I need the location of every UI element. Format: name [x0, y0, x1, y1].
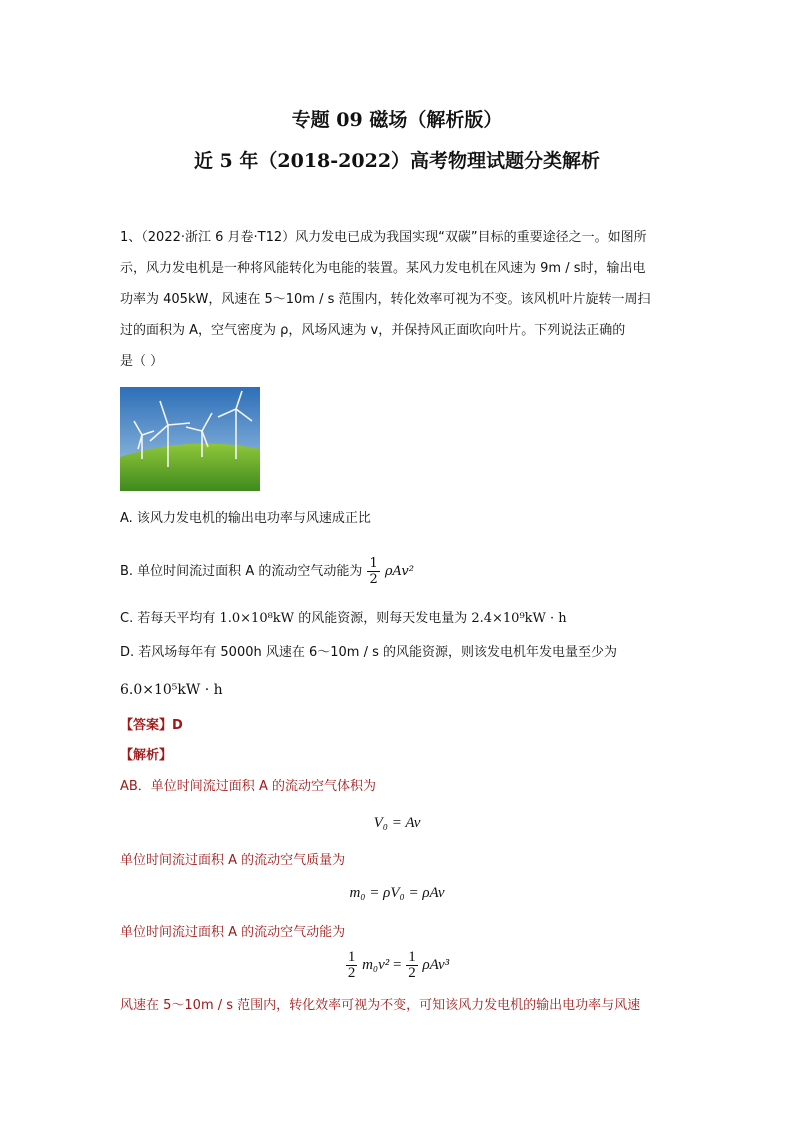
question-stem-line-4: 过的面积为 A，空气密度为 ρ，风场风速为 v，并保持风正面吹向叶片。下列说法正确的 [120, 323, 626, 338]
option-b-fraction [367, 556, 379, 587]
option-c-prefix: C. 若每天平均有 [120, 611, 216, 626]
option-c-mid: 的风能资源，则每天发电量为 [298, 611, 468, 626]
equation-3-right-den: 2 [408, 965, 416, 981]
option-d-line-2: 6.0×10⁵kW · h [120, 682, 223, 698]
equation-2: m₀ = ρV₀ = ρAv [349, 885, 445, 901]
title-line-1: 专题 09 磁场（解析版） [291, 109, 503, 131]
question-stem-line-2: 示，风力发电机是一种将风能转化为电能的装置。某风力发电机在风速为 9m / s时，输出电 [120, 261, 646, 276]
wind-turbines-photo [120, 387, 260, 491]
question-stem-line-1: 1、（2022·浙江 6 月卷·T12）风力发电已成为我国实现“双碳”目标的重要途径之一。如图所 [120, 230, 647, 245]
equation-3-left: m₀v² [362, 956, 390, 973]
equation-3-frac-right [406, 950, 418, 981]
analysis-paragraph-2: 单位时间流过面积 A 的流动空气质量为 [120, 853, 346, 868]
option-c-value-2: 2.4×10⁹kW · h [471, 611, 567, 626]
equation-3: $\frac{1}{2}$ m₀v² = $\frac{1}{2}$ ρAv³ [347, 949, 450, 981]
equation-3-frac-left [346, 950, 358, 981]
question-stem-line-5: 是（ ） [120, 354, 164, 369]
option-b-frac-num: 1 [369, 556, 378, 571]
option-b-prefix: B. 单位时间流过面积 A 的流动空气动能为 [120, 564, 363, 579]
analysis-paragraph-3: 单位时间流过面积 A 的流动空气动能为 [120, 925, 346, 940]
option-b-frac-den: 2 [369, 572, 378, 587]
option-a: A. 该风力发电机的输出电功率与风速成正比 [120, 511, 371, 526]
equation-3-left-num: 1 [347, 949, 356, 965]
equation-1: V₀ = Av [373, 815, 421, 831]
question-stem-line-3: 功率为 405kW，风速在 5～10m / s 范围内，转化效率可视为不变。该风机叶片旋转一周扫 [120, 292, 651, 307]
option-c [120, 609, 680, 629]
analysis-label: 【解析】 [120, 748, 173, 763]
option-b-expr: ρAv² [384, 564, 414, 579]
analysis-paragraph-1: AB．单位时间流过面积 A 的流动空气体积为 [120, 779, 376, 794]
equation-3-right-num: 1 [408, 949, 416, 965]
title-line-2: 近 5 年（2018-2022）高考物理试题分类解析 [193, 150, 601, 172]
option-c-value-1: 1.0×10⁸kW [219, 611, 295, 626]
answer-label: 【答案】D [120, 718, 183, 733]
equation-3-right: ρAv³ [422, 956, 450, 973]
option-d-line-1: D. 若风场每年有 5000h 风速在 6～10m / s 的风能资源，则该发电机年发电量至少为 [120, 645, 618, 660]
option-b [120, 556, 680, 587]
equation-3-left-den: 2 [347, 965, 356, 981]
analysis-paragraph-4: 风速在 5～10m / s 范围内，转化效率可视为不变，可知该风力发电机的输出电功率与风速 [120, 998, 641, 1013]
